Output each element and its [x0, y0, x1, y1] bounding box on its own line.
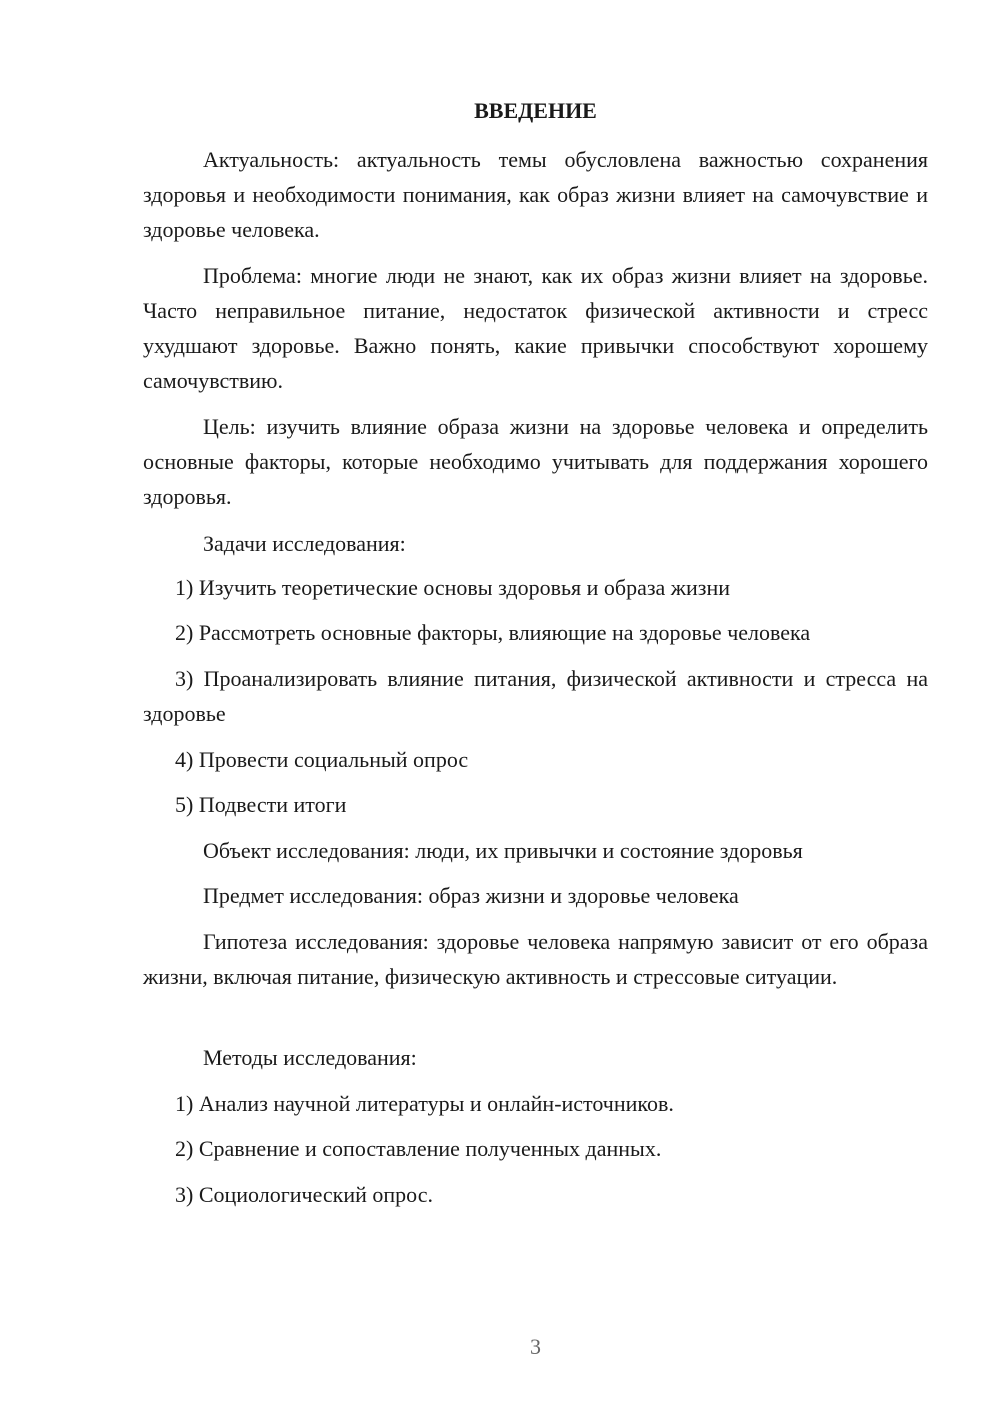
tasks-heading: Задачи исследования:: [203, 531, 406, 556]
task-item-5: 5) Подвести итоги: [175, 792, 347, 817]
task-item-3: 3) Проанализировать влияние питания, физической активности и стресса на здоровье: [143, 666, 928, 726]
problem-paragraph: Проблема: многие люди не знают, как их образ жизни влияет на здоровье. Часто неправильное питание, недостаток физической активности и стресс ухудшают здоровье. Важно понять, какие привычки способствуют хорошему самочувствию.: [143, 263, 928, 393]
page-number: 3: [530, 1334, 541, 1359]
relevance-paragraph: Актуальность: актуальность темы обусловлена важностью сохранения здоровья и необходимости понимания, как образ жизни влияет на самочувствие и здоровье человека.: [143, 147, 928, 242]
subject-paragraph: Предмет исследования: образ жизни и здоровье человека: [203, 883, 739, 908]
task-item-1: 1) Изучить теоретические основы здоровья и образа жизни: [175, 575, 731, 600]
method-item-3: 3) Социологический опрос.: [175, 1182, 433, 1207]
method-item-1: 1) Анализ научной литературы и онлайн-источников.: [175, 1091, 674, 1116]
document-page: [143, 0, 928, 1414]
task-item-2: 2) Рассмотреть основные факторы, влияющие на здоровье человека: [175, 620, 811, 645]
task-item-4: 4) Провести социальный опрос: [175, 747, 469, 772]
method-item-2: 2) Сравнение и сопоставление полученных данных.: [175, 1136, 662, 1161]
hypothesis-paragraph: Гипотеза исследования: здоровье человека напрямую зависит от его образа жизни, включая питание, физическую активность и стрессовые ситуации.: [143, 929, 928, 989]
section-title: ВВЕДЕНИЕ: [474, 98, 597, 123]
goal-paragraph: Цель: изучить влияние образа жизни на здоровье человека и определить основные факторы, которые необходимо учитывать для поддержания хорошего здоровья.: [143, 414, 928, 509]
methods-heading: Методы исследования:: [203, 1045, 417, 1070]
object-paragraph: Объект исследования: люди, их привычки и состояние здоровья: [203, 838, 803, 863]
